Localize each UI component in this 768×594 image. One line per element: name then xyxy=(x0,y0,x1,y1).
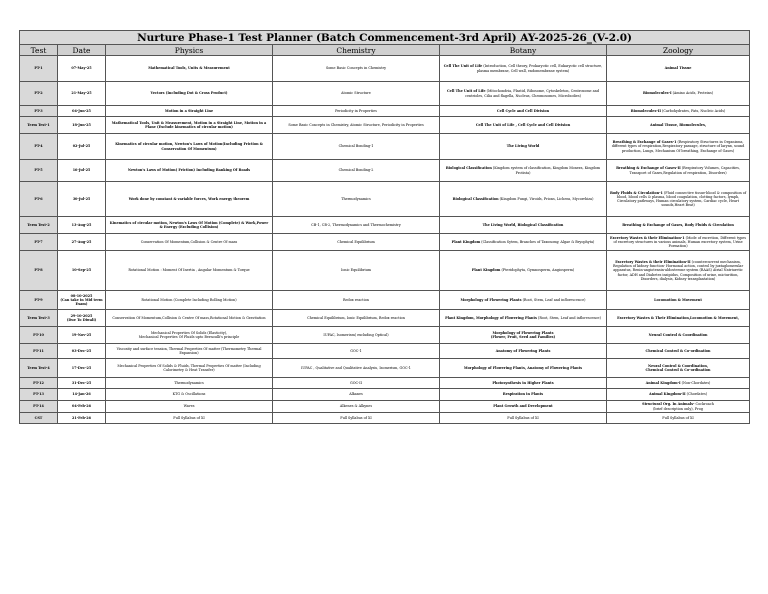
table-row xyxy=(20,310,750,327)
chemistry-syllabus: Full Syllabus of XI xyxy=(273,413,440,424)
test-name: Term Test-4 xyxy=(20,359,58,378)
zoology-syllabus: Breathing & Exchange of Gases-1 (Respiratory Structures in Organisms, different types of respiration,Respiratory passage, structure of larynx, sound production, Lungs, Mechanism Of breathing, Exchange of Gases) xyxy=(607,134,750,160)
test-date: 18-Jun-25 xyxy=(58,117,106,134)
chemistry-syllabus: IUPAC, Isomerism( excluding Optical) xyxy=(273,327,440,344)
table-row xyxy=(20,327,750,344)
chemistry-syllabus: Chemical Bonding-1 xyxy=(273,134,440,160)
physics-syllabus: Conservation Of Momentum,Collision & Centre Of mass,Rotational Motion & Gravitation xyxy=(106,310,273,327)
zoology-syllabus: Excretory Wastes & their Elimination-II (countercurrent mechanism, Regulation of kidney function- Hormonal action, control by juxtaglomerular apparatus, Renin-angiotensin-aldosterone system (RAAS) Atrial Natriuretic factor, ADH and Diabetes insipidus, Composition of urine, micturition, Disorders, dialysis, Kidney transplantation) xyxy=(607,251,750,291)
botany-syllabus: Full Syllabus of XI xyxy=(440,413,607,424)
physics-syllabus: Viscosity and surface tension, Thermal Properties Of matter (Thermometry Thermal Expansion) xyxy=(106,344,273,359)
table-row xyxy=(20,82,750,106)
test-date: 14-Jan-26 xyxy=(58,389,106,401)
table-row xyxy=(20,359,750,378)
table-row xyxy=(20,378,750,389)
chemistry-syllabus: Redox reaction xyxy=(273,291,440,310)
table-row xyxy=(20,413,750,424)
chemistry-syllabus: Some Basic Concepts in Chemistry, Atomic Structure, Periodicity in Properties xyxy=(273,117,440,134)
table-row xyxy=(20,106,750,117)
table-row xyxy=(20,217,750,234)
test-name: CST xyxy=(20,413,58,424)
test-date: 31-Dec-25 xyxy=(58,378,106,389)
table-row xyxy=(20,291,750,310)
test-name: PT-1 xyxy=(20,56,58,82)
test-name: PT-11 xyxy=(20,344,58,359)
test-name: Term Test-3 xyxy=(20,310,58,327)
chemistry-syllabus: Some Basic Concepts in Chemistry xyxy=(273,56,440,82)
table-row xyxy=(20,251,750,291)
botany-syllabus: The Living World xyxy=(440,134,607,160)
test-planner-table xyxy=(19,30,750,424)
botany-syllabus: Biological Classification (Kingdom Fungi, Viroids, Prions, Lichens, Mycorrhiza) xyxy=(440,182,607,217)
test-name: PT-6 xyxy=(20,182,58,217)
test-date: 04-Feb-26 xyxy=(58,401,106,413)
test-date: 27-Aug-25 xyxy=(58,234,106,251)
table-row xyxy=(20,234,750,251)
header-test: Test xyxy=(20,45,58,56)
table-row xyxy=(20,182,750,217)
physics-syllabus: Rotational Motion (Complete Including Rolling Motion) xyxy=(106,291,273,310)
botany-syllabus: Plant Growth and Development xyxy=(440,401,607,413)
botany-syllabus: Morphology of Flowering Plants (Root, Stem, Leaf and inflorescence) xyxy=(440,291,607,310)
physics-syllabus: Mechanical Properties Of Solids (Elasticity), Mechanical Properties Of Fluids upto Bernoulli's principle xyxy=(106,327,273,344)
zoology-syllabus: Animal Tissue, Biomolecules, xyxy=(607,117,750,134)
zoology-syllabus: Chemical Control & Co-ordination xyxy=(607,344,750,359)
chemistry-syllabus: CB-1, CB-2, Thermodynamics and Thermochemistry xyxy=(273,217,440,234)
test-date: 16-Jul-25 xyxy=(58,160,106,182)
chemistry-syllabus: Chemical Equilibrium xyxy=(273,234,440,251)
header-chemistry: Chemistry xyxy=(273,45,440,56)
test-date: 10-Sep-25 xyxy=(58,251,106,291)
zoology-syllabus: Neural Control & Coordination, Chemical Control & Co-ordination xyxy=(607,359,750,378)
physics-syllabus: KTG & Oscillations xyxy=(106,389,273,401)
planner-title: Nurture Phase-1 Test Planner (Batch Commencement-3rd April) AY-2025-26_(V-2.0) xyxy=(20,31,750,45)
botany-syllabus: Cell The Unit of Life , Cell Cycle and Cell Division xyxy=(440,117,607,134)
zoology-syllabus: Animal Kingdom-I (Non-Chordates) xyxy=(607,378,750,389)
physics-syllabus: Mathematical Tools, Units & Measurement xyxy=(106,56,273,82)
test-name: PT-12 xyxy=(20,378,58,389)
test-name: Term Test-1 xyxy=(20,117,58,134)
test-planner-sheet xyxy=(19,30,749,424)
test-name: PT-10 xyxy=(20,327,58,344)
test-date: 19-Nov-25 xyxy=(58,327,106,344)
botany-syllabus: The Living World, Biological Classification xyxy=(440,217,607,234)
test-date: 03-Dec-25 xyxy=(58,344,106,359)
physics-syllabus: Newton's Laws of Motion( Friction) Including Banking Of Roads xyxy=(106,160,273,182)
test-name: PT-13 xyxy=(20,389,58,401)
physics-syllabus: Mathematical Tools, Unit & Measurement, Motion in a Straight Line, Motion in a Plane (Exclude kinematics of circular motion) xyxy=(106,117,273,134)
test-name: PT-3 xyxy=(20,106,58,117)
header-row xyxy=(20,45,750,56)
zoology-syllabus: Breathing & Exchange of Gases, Body Fluids & Circulation xyxy=(607,217,750,234)
botany-syllabus: Morphology of Flowering Plants, Anatomy of Flowering Plants xyxy=(440,359,607,378)
zoology-syllabus: Full Syllabus of XI xyxy=(607,413,750,424)
table-row xyxy=(20,401,750,413)
physics-syllabus: Rotational Motion : Moment Of Inertia , Angular Momentum & Torque xyxy=(106,251,273,291)
zoology-syllabus: Biomolecules-II (Carbohydrates, Fats, Nucleic Acids) xyxy=(607,106,750,117)
chemistry-syllabus: Chemical Bonding-2 xyxy=(273,160,440,182)
table-row xyxy=(20,117,750,134)
test-name: PT-5 xyxy=(20,160,58,182)
test-date: 29-10-2025 (Due To Diwali) xyxy=(58,310,106,327)
test-date: 02-Jul-25 xyxy=(58,134,106,160)
zoology-syllabus: Body Fluids & Circulation-1 (Fluid connective tissue-blood & composition of blood, blood cells & plasma, blood coagulation, clotting factors, lymph, Circulatory pathways, Human circulatory system, Cardiac cycle, Heart sounds,Heart Beat) xyxy=(607,182,750,217)
botany-syllabus: Cell The Unit of Life (Mitochondria, Plastid, Ribosome, Cytoskeleton, Centrosome and centrioles, Cilia and flagella, Nucleus, Chromosomes, Microbodies) xyxy=(440,82,607,106)
test-date: 21-May-25 xyxy=(58,82,106,106)
zoology-syllabus: Excretory Wastes & Their Elimination,Locomotion & Movement, xyxy=(607,310,750,327)
zoology-syllabus: Locomotion & Movement xyxy=(607,291,750,310)
chemistry-syllabus: Ionic Equilibrium xyxy=(273,251,440,291)
chemistry-syllabus: Alkenes & Alkynes xyxy=(273,401,440,413)
botany-syllabus: Plant Kingdom (Classification Sytem, Branches of Taxonomy, Algae & Bryophyta) xyxy=(440,234,607,251)
test-name: PT-8 xyxy=(20,251,58,291)
table-row xyxy=(20,134,750,160)
physics-syllabus: Full Syllabus of XI xyxy=(106,413,273,424)
physics-syllabus: Work done by constant & variable forces, Work energy theorem xyxy=(106,182,273,217)
zoology-syllabus: Animal Tissue xyxy=(607,56,750,82)
zoology-syllabus: Animal Kingdom-II (Chordates) xyxy=(607,389,750,401)
zoology-syllabus: Structural Org. In Animals- Cockroach (brief description only), Frog xyxy=(607,401,750,413)
physics-syllabus: Thermodynamics xyxy=(106,378,273,389)
botany-syllabus: Respiration in Plants xyxy=(440,389,607,401)
chemistry-syllabus: Thermodynamics xyxy=(273,182,440,217)
test-name: PT-14 xyxy=(20,401,58,413)
test-name: PT-9 xyxy=(20,291,58,310)
table-row xyxy=(20,56,750,82)
test-name: PT-2 xyxy=(20,82,58,106)
botany-syllabus: Cell The Unit of Life (Introduction, Cell theory, Prokaryotic cell, Eukaryotic cell structure, plasma membrane, Cell wall, endomembrane system) xyxy=(440,56,607,82)
physics-syllabus: Motion in a Straight Line xyxy=(106,106,273,117)
test-date: 13-Aug-25 xyxy=(58,217,106,234)
physics-syllabus: Mechanical Properties Of Solids & Fluids, Thermal Properties Of matter (Including Calorimetry & Heat Transfer) xyxy=(106,359,273,378)
physics-syllabus: Waves xyxy=(106,401,273,413)
botany-syllabus: Anatomy of Flowering Plants xyxy=(440,344,607,359)
test-name: PT-4 xyxy=(20,134,58,160)
test-date: 17-Dec-25 xyxy=(58,359,106,378)
header-botany: Botany xyxy=(440,45,607,56)
test-name: Term Test-2 xyxy=(20,217,58,234)
test-name: PT-7 xyxy=(20,234,58,251)
zoology-syllabus: Biomolecules-I (Amino Acids, Proteins) xyxy=(607,82,750,106)
zoology-syllabus: Neural Control & Coordination xyxy=(607,327,750,344)
zoology-syllabus: Excretory Wastes & their Elimination-1 (Mode of excretion, Different types of excretory structures in various animals, Human excretory system, Urine Formation) xyxy=(607,234,750,251)
table-row xyxy=(20,389,750,401)
test-date: 04-Jun-25 xyxy=(58,106,106,117)
test-date: 07-May-25 xyxy=(58,56,106,82)
physics-syllabus: Kinematics of circular motion, Newton's Laws Of Motion (Complete) & Work,Power & Energy (Excluding Collision) xyxy=(106,217,273,234)
botany-syllabus: Plant Kingdom (Pteridophyta, Gymnosperm, Angiosperm) xyxy=(440,251,607,291)
physics-syllabus: Conservation Of Momentum,Collision & Centre Of mass xyxy=(106,234,273,251)
chemistry-syllabus: Chemical Equilibrium, Ionic Equilibrium, Redox reaction xyxy=(273,310,440,327)
chemistry-syllabus: GOC-II xyxy=(273,378,440,389)
test-date: 30-Jul-25 xyxy=(58,182,106,217)
botany-syllabus: Morphology of Flowering Plants (Flower, Fruit, Seed and Families) xyxy=(440,327,607,344)
chemistry-syllabus: Atomic Structure xyxy=(273,82,440,106)
physics-syllabus: Kinematics of circular motion, Newton's Laws of Motion(Including Friction & Conservation Of Momentum) xyxy=(106,134,273,160)
table-row xyxy=(20,344,750,359)
chemistry-syllabus: Alkanes xyxy=(273,389,440,401)
chemistry-syllabus: IUPAC , Qualitative and Qualitative Analysis, Isomerism, GOC-1 xyxy=(273,359,440,378)
header-zoology: Zoology xyxy=(607,45,750,56)
zoology-syllabus: Breathing & Exchange of Gases-II (Respiratory Volumes, Capacities, Transport of Gases,Regulation of respiration, Disorders) xyxy=(607,160,750,182)
botany-syllabus: Photosynthesis in Higher Plants xyxy=(440,378,607,389)
header-physics: Physics xyxy=(106,45,273,56)
test-date: 08-10-2025 (Can take in Mid term Exam) xyxy=(58,291,106,310)
botany-syllabus: Plant Kingdom, Morphology of Flowering Plants (Root, Stem, Leaf and inflorescence) xyxy=(440,310,607,327)
botany-syllabus: Biological Classification (Kingdom system of classification, Kingdom Monera, Kingdom Protista) xyxy=(440,160,607,182)
test-date: 21-Feb-26 xyxy=(58,413,106,424)
chemistry-syllabus: GOC-1 xyxy=(273,344,440,359)
physics-syllabus: Vectors (Including Dot & Cross Product) xyxy=(106,82,273,106)
table-row xyxy=(20,160,750,182)
botany-syllabus: Cell Cycle and Cell Division xyxy=(440,106,607,117)
chemistry-syllabus: Periodicity in Properties xyxy=(273,106,440,117)
header-date: Date xyxy=(58,45,106,56)
